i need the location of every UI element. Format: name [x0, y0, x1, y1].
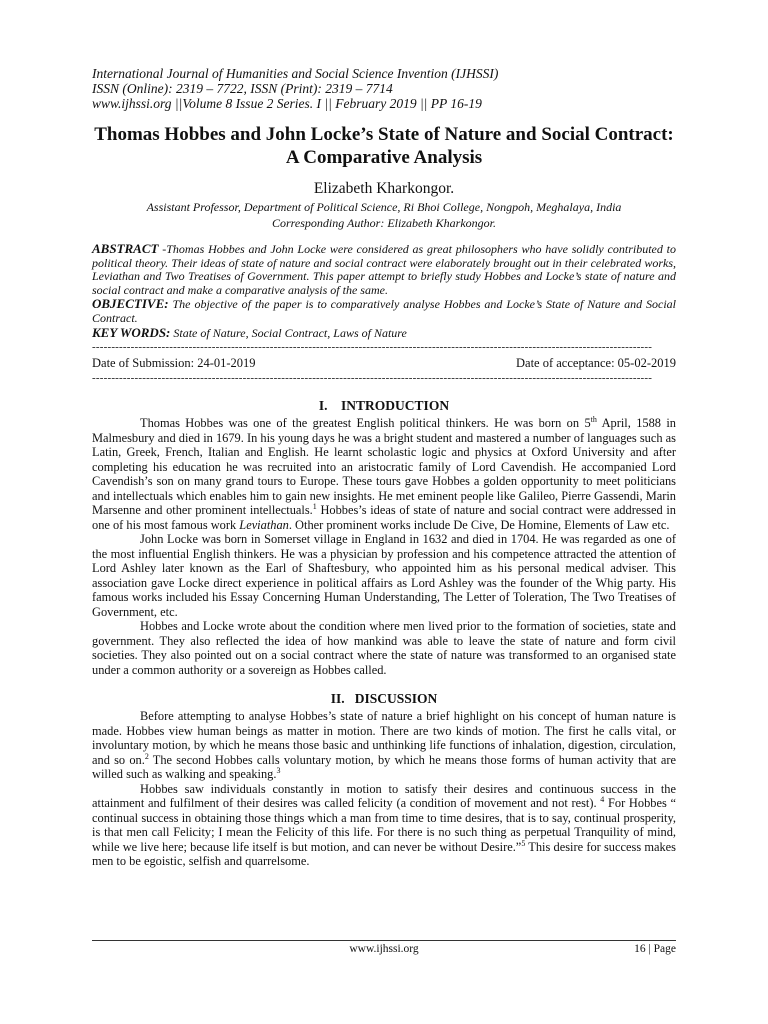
dash-divider-bottom: -------------------------------------------------------------------------------------------------------------------------------------------------	[92, 373, 653, 385]
author-name: Elizabeth Kharkongor.	[313, 180, 455, 197]
keywords-text: State of Nature, Social Contract, Laws of Nature	[170, 325, 407, 340]
intro-p1-text-b: April, 1588 in Malmesbury and died in 1679. In his young days he was a bright student and mastered a number of languages such as Latin, Greek, French, Italian and English. He learnt scholastic logic and physics at Oxford University and after completing his education he was recruited into an aristocratic family of Lord Cavendish. He accompanied Lord Cavendish’s son on many grand tours to Europe. These tours gave Hobbes a golden opportunity to meet politicians and intellectuals which enables him to gain new insights. He met eminent people like Galileo, Pierre Gassendi, Marin Marsenne and other prominent intellectuals.	[92, 416, 676, 518]
disc-p1-text-b: The second Hobbes calls voluntary motion, by which he means those forms of human activity that are willed such as walking and speaking.	[92, 752, 676, 782]
disc-p2-text-a: Hobbes saw individuals constantly in motion to satisfy their desires and continuous success in the attainment and fulfilment of their desires was called felicity (a condition of movement and not rest).	[92, 781, 676, 811]
discussion-paragraph-2	[92, 782, 676, 869]
discussion-heading: II. DISCUSSION	[330, 691, 438, 707]
journal-volume: www.ijhssi.org ||Volume 8 Issue 2 Series. I || February 2019 || PP 16-19	[92, 96, 482, 111]
author-affiliation: Assistant Professor, Department of Political Science, Ri Bhoi College, Nongpoh, Meghalaya, India	[146, 200, 622, 214]
abstract-label: ABSTRACT	[92, 241, 159, 256]
acceptance-date: Date of acceptance: 05-02-2019	[516, 356, 676, 371]
dates-row	[92, 356, 676, 371]
journal-name: International Journal of Humanities and Social Science Invention (IJHSSI)	[92, 66, 499, 81]
dash-divider-top: -------------------------------------------------------------------------------------------------------------------------------------------------	[92, 342, 653, 354]
footer-page-number: 16 | Page	[634, 943, 676, 955]
footnote-ref-4: 4	[600, 795, 605, 805]
intro-p1-text-c: Hobbes’s ideas of state of nature and social contract were addressed in one of his most famous work	[92, 503, 676, 532]
intro-p1-text-d: . Other prominent works include De Cive, De Homine, Elements of Law etc.	[288, 517, 670, 532]
abstract-text: -Thomas Hobbes and John Locke were considered as great philosophers who have solidly contributed to political theory. Their ideas of state of nature and social contract were elaborately brought out in their celebrated works, Leviathan and Two Treatises of Government. This paper attempt to briefly study Hobbes and Locke’s state of nature and social contract and make a comparative analysis of the same.	[92, 242, 676, 297]
abstract-block	[92, 242, 676, 340]
intro-paragraph-3: Hobbes and Locke wrote about the condition where men lived prior to the formation of societies, state and government. They also reflected the idea of how mankind was able to leave the state of nature and form civil societies. They also pointed out on a social contract where the state of nature was transformed to an organised state under a common authority or a sovereign as Hobbes called.	[92, 619, 676, 677]
introduction-heading: I. INTRODUCTION	[318, 398, 450, 414]
objective-paragraph	[92, 297, 676, 325]
superscript-th: th	[590, 415, 597, 425]
leviathan-title: Leviathan	[239, 517, 289, 532]
objective-text: The objective of the paper is to comparatively analyse Hobbes and Locke’s State of Nature and Social Contract.	[92, 297, 676, 325]
intro-paragraph-1	[92, 416, 676, 532]
footnote-ref-1: 1	[312, 502, 317, 512]
submission-date: Date of Submission: 24-01-2019	[92, 356, 256, 371]
disc-p2-text-b: For Hobbes “ continual success in obtaining those things which a man from time to time desires, that is to say, continual prosperity, is that men call Felicity; I mean the Felicity of this life. For there is no such thing as perpetual Tranquility of mind, while we live here; because life itself is but motion, and can never be without Desire.”	[92, 796, 676, 854]
discussion-paragraph-1	[92, 709, 676, 782]
footer-divider	[92, 940, 676, 941]
footnote-ref-3: 3	[276, 766, 281, 776]
disc-p2-text-c: This desire for success makes men to be egoistic, selfish and quarrelsome.	[92, 839, 676, 869]
intro-paragraph-2: John Locke was born in Somerset village in England in 1632 and died in 1704. He was regarded as one of the most influential English thinkers. He was a physician by profession and his competence attracted the attention of Lord Ashley later known as the Earl of Shaftesbury, who appointed him as his personal medical adviser. This association gave Locke direct experience in political affairs as Lord Ashley was the founder of the Whig party. His famous works included his Essay Concerning Human Understanding, The Letter of Toleration, The Two Treatises of Government, etc.	[92, 532, 676, 619]
abstract-paragraph	[92, 242, 676, 297]
footnote-ref-2: 2	[144, 751, 149, 761]
footer-url: www.ijhssi.org	[349, 943, 419, 955]
footnote-ref-5: 5	[521, 838, 526, 848]
journal-issn: ISSN (Online): 2319 – 7722, ISSN (Print): 2319 – 7714	[92, 81, 393, 96]
corresponding-author: Corresponding Author: Elizabeth Kharkongor.	[271, 216, 496, 230]
paper-title: Thomas Hobbes and John Locke’s State of Nature and Social Contract: A Comparative Analysis	[94, 124, 674, 168]
keywords-paragraph	[92, 326, 676, 341]
disc-p1-text-a: Before attempting to analyse Hobbes’s state of nature a brief highlight on his concept of human nature is made. Hobbes view human beings as matter in motion. There are two kinds of motion. The first he calls vital, or involuntary motion, by which he means those basic and unthinking life functions of inhalation, digestion, circulation, and so on.	[92, 709, 676, 767]
keywords-label: KEY WORDS:	[92, 324, 171, 340]
objective-label: OBJECTIVE:	[92, 296, 169, 312]
intro-p1-text-a: Thomas Hobbes was one of the greatest English political thinkers. He was born on 5	[140, 416, 591, 431]
journal-header	[92, 66, 676, 111]
paper-page	[92, 66, 676, 869]
